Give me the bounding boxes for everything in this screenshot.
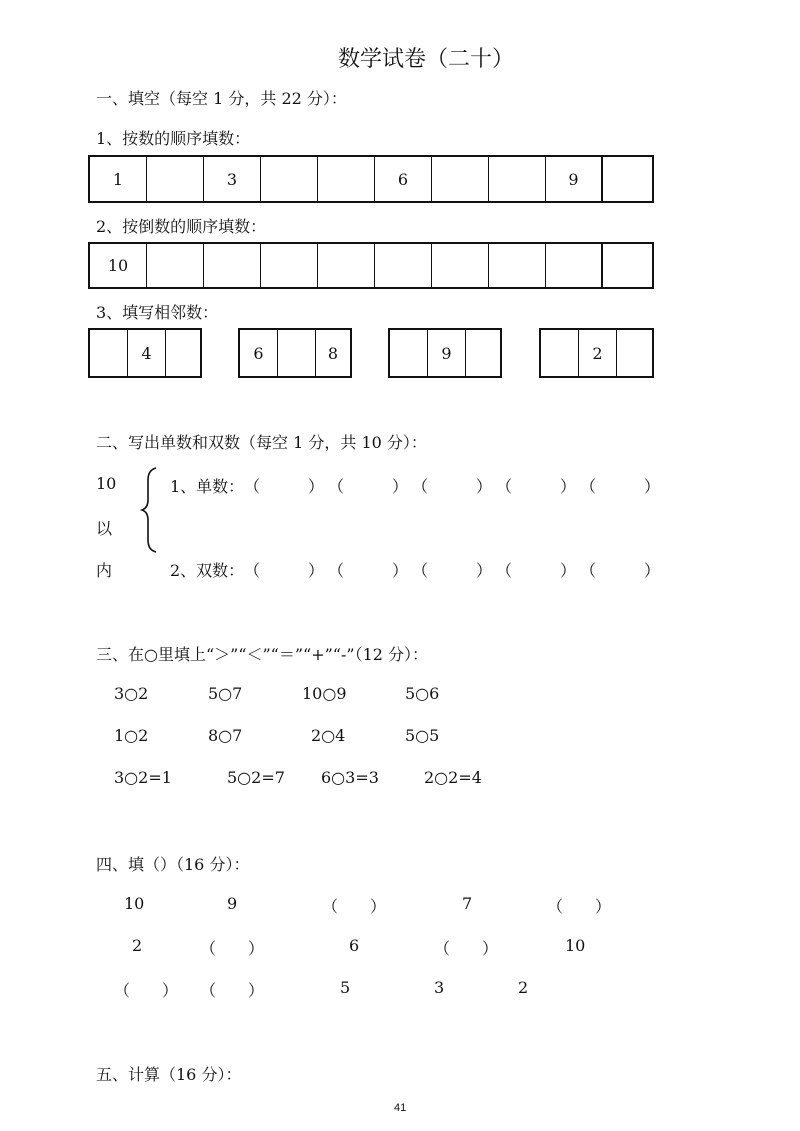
compare-item[interactable]: 2○4 — [311, 726, 346, 745]
q3-cell[interactable] — [166, 330, 200, 376]
q2-cell[interactable] — [204, 244, 261, 287]
compare-item[interactable]: 3○2 — [114, 684, 149, 703]
q3-prompt: 3、填写相邻数： — [96, 303, 219, 322]
q2-cell[interactable] — [318, 244, 375, 287]
q3-neighbor-group — [238, 328, 352, 378]
compare-item[interactable]: 5○7 — [208, 684, 243, 703]
q3-neighbor-group — [539, 328, 654, 378]
section5-heading: 五、计算（16 分）： — [96, 1065, 242, 1084]
compare-item[interactable]: 10○9 — [302, 684, 347, 703]
q1-cell[interactable] — [432, 157, 489, 201]
q3-cell[interactable]: 4 — [128, 330, 166, 376]
odd-blank[interactable]: （ ） — [496, 477, 577, 496]
q2-prompt: 2、按倒数的顺序填数： — [96, 217, 267, 236]
q3-cell[interactable]: 6 — [240, 330, 278, 376]
even-blank[interactable]: （ ） — [496, 561, 577, 580]
q2-cell[interactable] — [261, 244, 318, 287]
sequence-item: 10 — [124, 894, 145, 913]
q3-cell[interactable] — [278, 330, 316, 376]
sequence-item: 5 — [340, 978, 351, 997]
sequence-blank[interactable]: （ ） — [200, 981, 265, 1000]
q3-cell[interactable] — [90, 330, 128, 376]
odd-label: 1、单数： — [170, 477, 245, 496]
sequence-item: 10 — [565, 936, 586, 955]
side-label: 内 — [96, 561, 113, 580]
even-blank[interactable]: （ ） — [244, 561, 325, 580]
sequence-item: 7 — [462, 894, 473, 913]
q1-cell[interactable]: 3 — [204, 157, 261, 201]
equation-item[interactable]: 5○2=7 — [227, 768, 285, 787]
sequence-item: 6 — [349, 936, 360, 955]
even-blank[interactable]: （ ） — [328, 561, 409, 580]
equation-item[interactable]: 6○3=3 — [321, 768, 379, 787]
q3-cell[interactable] — [466, 330, 500, 376]
page-number: 41 — [394, 1102, 407, 1114]
q3-cell[interactable] — [617, 330, 652, 376]
q3-cell[interactable]: 2 — [579, 330, 617, 376]
sequence-blank[interactable]: （ ） — [434, 939, 499, 958]
odd-blank[interactable]: （ ） — [412, 477, 493, 496]
page-title: 数学试卷（二十） — [338, 47, 515, 72]
odd-blank[interactable]: （ ） — [328, 477, 409, 496]
q1-cell[interactable]: 1 — [90, 157, 147, 201]
q2-cell[interactable] — [603, 244, 652, 287]
q1-cell[interactable]: 9 — [546, 157, 603, 201]
q1-prompt: 1、按数的顺序填数： — [96, 129, 251, 148]
q1-number-grid — [88, 155, 654, 203]
q2-cell[interactable] — [375, 244, 432, 287]
q2-cell[interactable]: 10 — [90, 244, 147, 287]
q1-cell[interactable] — [147, 157, 204, 201]
sequence-blank[interactable]: （ ） — [114, 981, 179, 1000]
equation-item[interactable]: 2○2=4 — [424, 768, 482, 787]
sequence-blank[interactable]: （ ） — [322, 897, 387, 916]
q1-cell[interactable] — [318, 157, 375, 201]
sequence-blank[interactable]: （ ） — [547, 897, 612, 916]
even-label: 2、双数： — [170, 561, 245, 580]
section4-heading: 四、填（）（16 分）： — [96, 855, 250, 874]
equation-item[interactable]: 3○2=1 — [114, 768, 172, 787]
section3-heading: 三、在○里填上“＞”“＜”“＝”“+”“-”（12 分）： — [96, 645, 429, 664]
sequence-blank[interactable]: （ ） — [200, 939, 265, 958]
q1-cell[interactable]: 6 — [375, 157, 432, 201]
q3-cell[interactable] — [541, 330, 579, 376]
sequence-item: 9 — [227, 894, 238, 913]
q3-neighbor-group — [388, 328, 502, 378]
odd-blank[interactable]: （ ） — [244, 477, 325, 496]
q2-cell[interactable] — [147, 244, 204, 287]
brace-icon — [140, 466, 160, 554]
side-label: 10 — [96, 474, 117, 493]
q3-neighbor-group — [88, 328, 202, 378]
q3-cell[interactable]: 8 — [327, 343, 339, 363]
q3-cell[interactable]: 9 — [428, 330, 466, 376]
sequence-item: 3 — [434, 978, 445, 997]
side-label: 以 — [96, 519, 113, 538]
q1-cell[interactable] — [489, 157, 546, 201]
compare-item[interactable]: 5○6 — [405, 684, 440, 703]
q1-cell[interactable] — [603, 157, 652, 201]
compare-item[interactable]: 8○7 — [208, 726, 243, 745]
q2-cell[interactable] — [546, 244, 603, 287]
compare-item[interactable]: 5○5 — [405, 726, 440, 745]
q1-cell[interactable] — [261, 157, 318, 201]
even-blank[interactable]: （ ） — [412, 561, 493, 580]
sequence-item: 2 — [132, 936, 143, 955]
q2-cell[interactable] — [489, 244, 546, 287]
q2-cell[interactable] — [432, 244, 489, 287]
q2-number-grid — [88, 242, 654, 289]
odd-blank[interactable]: （ ） — [580, 477, 661, 496]
even-blank[interactable]: （ ） — [580, 561, 661, 580]
q3-cell[interactable] — [390, 330, 428, 376]
sequence-item: 2 — [518, 978, 529, 997]
section1-heading: 一、填空（每空 1 分，共 22 分）： — [96, 89, 347, 108]
section2-heading: 二、写出单数和双数（每空 1 分，共 10 分）： — [96, 433, 427, 452]
compare-item[interactable]: 1○2 — [114, 726, 149, 745]
